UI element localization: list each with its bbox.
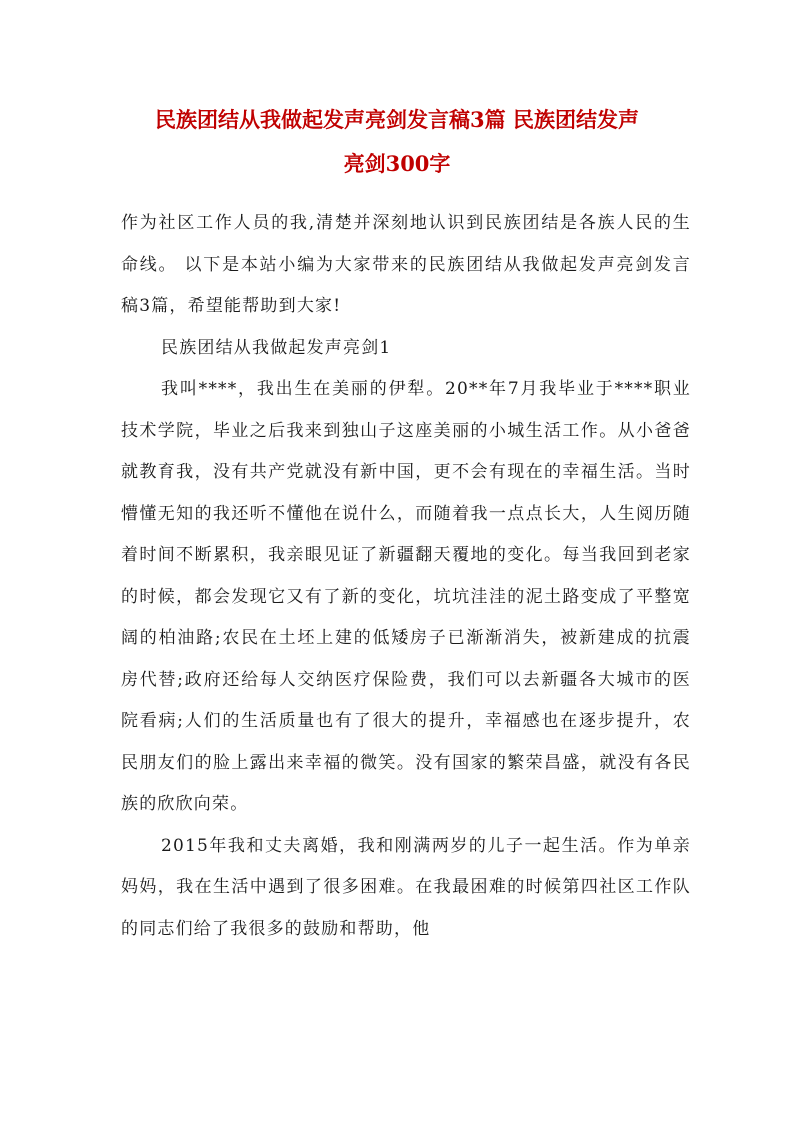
document-title [100,98,694,186]
body-paragraph: 我叫****，我出生在美丽的伊犁。20**年7月我毕业于****职业技术学院，毕业之后我来到独山子这座美丽的小城生活工作。从小爸爸就教育我，没有共产党就没有新中国，更不会有现在的幸福生活。当时懵懂无知的我还听不懂他在说什么，而随着我一点点长大，人生阅历随着时间不断累积，我亲眼见证了新疆翻天覆地的变化。每当我回到老家的时候，都会发现它又有了新的变化，坑坑洼洼的泥土路变成了平整宽阔的柏油路;农民在土坯上建的低矮房子已渐渐消失，被新建成的抗震房代替;政府还给每人交纳医疗保险费，我们可以去新疆各大城市的医院看病;人们的生活质量也有了很大的提升，幸福感也在逐步提升，农民朋友们的脸上露出来幸福的微笑。没有国家的繁荣昌盛，就没有各民族的欣欣向荣。 [121,379,691,814]
intro-paragraph: 作为社区工作人员的我,清楚并深刻地认识到民族团结是各族人民的生命线。 以下是本站小编为大家带来的民族团结从我做起发声亮剑发言稿3篇，希望能帮助到大家! [121,213,691,316]
title-line-1: 民族团结从我做起发声亮剑发言稿3篇 民族团结发声 [155,107,639,132]
section-heading: 民族团结从我做起发声亮剑1 [161,337,392,358]
title-line-2: 亮剑300字 [343,151,451,176]
document-body [121,203,691,950]
body-paragraph: 2015年我和丈夫离婚，我和刚满两岁的儿子一起生活。作为单亲妈妈，我在生活中遇到了很多困难。在我最困难的时候第四社区工作队的同志们给了我很多的鼓励和帮助，他 [121,835,691,939]
